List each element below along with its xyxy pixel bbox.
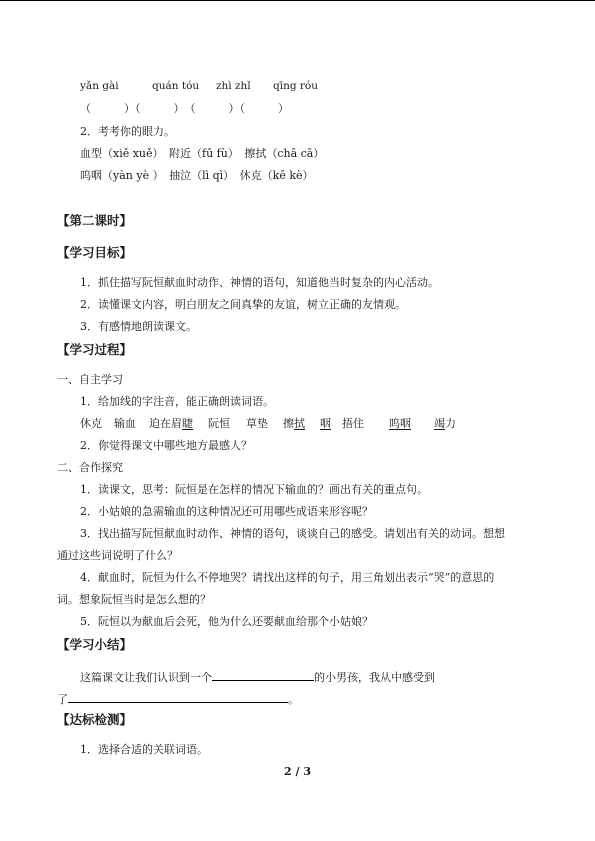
page-number: 2 / 3 — [284, 765, 311, 778]
word: 捂住 — [342, 417, 364, 430]
p2-question-3: 3．找出描写阮恒献血时动作、神情的语句，谈谈自己的感受。请划出有关的动词。想想 — [80, 527, 505, 540]
p2-question-4: 4．献血时，阮恒为什么不停地哭？请找出这样的句子，用三角划出表示“哭”的意思的 — [80, 571, 495, 584]
p2-question-1: 1．读课文，思考：阮恒是在怎样的情况下输血的？画出有关的重点句。 — [80, 483, 428, 496]
answer-brackets: （ ）（ ） （ ）（ ） — [80, 102, 289, 115]
heading-test: 【达标检测】 — [57, 712, 133, 727]
goal-item: 3．有感情地朗读课文。 — [80, 320, 197, 333]
part-1-title: 一、自主学习 — [57, 373, 123, 386]
test-question-1: 1．选择合适的关联词语。 — [80, 743, 208, 756]
word-list — [80, 417, 500, 431]
pinyin-item: zhì zhǐ — [216, 80, 251, 92]
p2-question-3-cont: 通过这些词说明了什么？ — [57, 549, 178, 562]
review-line-1: 血型（xiě xuě） 附近（fū fù） 擦拭（chā cā） — [80, 147, 325, 160]
page-top-border — [0, 0, 595, 1]
review-question-2: 2．考考你的眼力。 — [80, 125, 175, 138]
word: 休克 — [80, 417, 102, 430]
word: 竭力 — [434, 417, 456, 430]
word: 擦拭 — [283, 417, 305, 430]
pinyin-item: quán tóu — [152, 80, 200, 92]
goal-item: 1．抓住描写阮恒献血时动作、神情的语句，知道他当时复杂的内心活动。 — [80, 276, 439, 289]
fill-blank[interactable] — [68, 690, 288, 703]
p2-question-4-cont: 词。想象阮恒当时是怎么想的？ — [57, 593, 211, 606]
word — [389, 417, 411, 431]
p1-question-1: 1．给加线的字注音，能正确朗读词语。 — [80, 395, 274, 408]
p1-question-2: 2．你觉得课文中哪些地方最感人？ — [80, 439, 252, 452]
part-2-title: 二、合作探究 — [57, 461, 123, 474]
word: 草垫 — [246, 417, 268, 430]
underlined-char: 咽 — [320, 417, 331, 430]
summary-line-2: 了 。 — [57, 690, 299, 707]
underlined-char: 竭 — [434, 417, 445, 430]
heading-process: 【学习过程】 — [57, 342, 133, 357]
underlined-char: 拭 — [294, 417, 305, 430]
p2-question-5: 5．阮恒以为献血后会死，他为什么还要献血给那个小姑娘？ — [80, 615, 373, 628]
review-line-2: 呜咽（yàn yè ） 抽泣（lì qì） 休克（kē kè） — [80, 169, 314, 182]
heading-goals: 【学习目标】 — [57, 245, 133, 260]
p2-question-2: 2．小姑娘的急需输血的这种情况还可用哪些成语来形容呢？ — [80, 505, 373, 518]
heading-summary: 【学习小结】 — [57, 637, 133, 652]
word: 阮恒 — [208, 417, 230, 430]
pinyin-item: yǎn gài — [80, 80, 119, 92]
word — [320, 417, 331, 431]
goal-item: 2．读懂课文内容，明白朋友之间真挚的友谊，树立正确的友情观。 — [80, 298, 406, 311]
heading-lesson-2: 【第二课时】 — [57, 213, 133, 228]
word: 输血 — [114, 417, 136, 430]
word: 迫在眉睫 — [149, 417, 193, 430]
underlined-word: 呜咽 — [389, 417, 411, 430]
fill-blank[interactable] — [212, 668, 314, 681]
summary-line-1: 这篇课文让我们认识到一个 的小男孩，我从中感受到 — [80, 668, 435, 685]
underlined-char: 睫 — [182, 417, 193, 430]
pinyin-item: qīng róu — [273, 80, 319, 92]
